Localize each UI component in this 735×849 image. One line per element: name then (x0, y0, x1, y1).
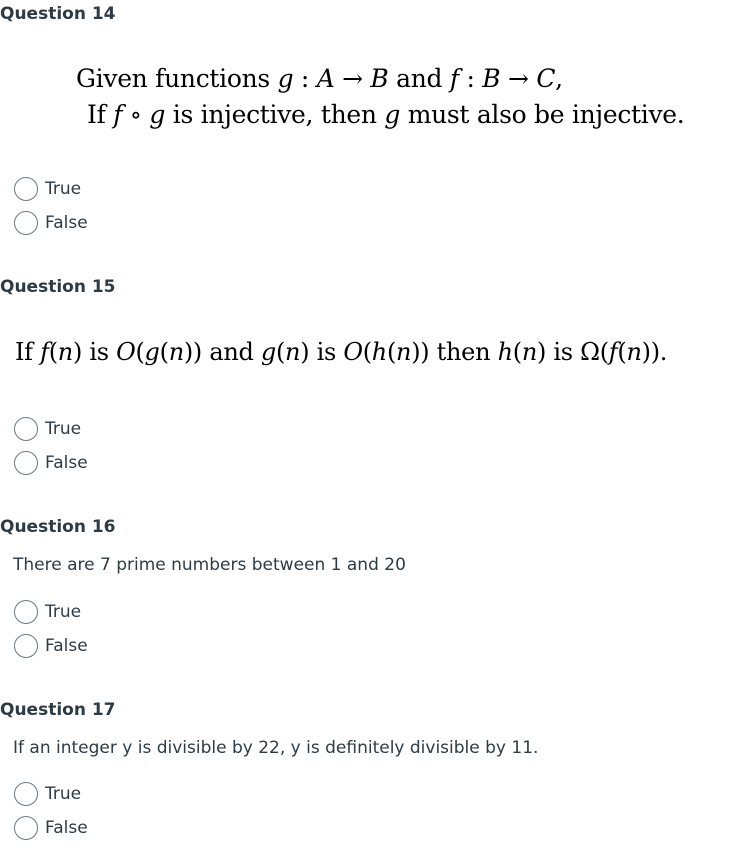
question-15-option-false[interactable] (14, 450, 88, 476)
radio-button[interactable] (14, 177, 38, 201)
option-label: True (45, 602, 82, 622)
radio-button[interactable] (14, 417, 38, 441)
question-14-title: Question 14 (0, 4, 116, 24)
option-label: False (45, 453, 88, 473)
option-label: False (45, 636, 88, 656)
question-17-option-true[interactable] (14, 781, 81, 807)
option-label: True (45, 179, 82, 199)
question-16-option-true[interactable] (14, 599, 81, 625)
question-14-statement-line2: If f ∘ g is injective, then g must also be injective. (87, 100, 685, 129)
question-16-option-false[interactable] (14, 633, 88, 659)
question-15-title: Question 15 (0, 277, 116, 297)
question-16-title: Question 16 (0, 517, 116, 537)
radio-button[interactable] (14, 782, 38, 806)
question-17-option-false[interactable] (14, 815, 88, 841)
question-14-statement-line1: Given functions g : A → B and f : B → C, (76, 64, 563, 93)
radio-button[interactable] (14, 634, 38, 658)
option-label: True (45, 419, 82, 439)
radio-button[interactable] (14, 816, 38, 840)
question-16-statement: There are 7 prime numbers between 1 and 20 (13, 555, 406, 575)
radio-button[interactable] (14, 600, 38, 624)
question-17-title: Question 17 (0, 700, 116, 720)
option-label: False (45, 213, 88, 233)
question-14-option-false[interactable] (14, 210, 88, 236)
question-14-option-true[interactable] (14, 176, 81, 202)
radio-button[interactable] (14, 451, 38, 475)
radio-button[interactable] (14, 211, 38, 235)
option-label: False (45, 818, 88, 838)
question-15-option-true[interactable] (14, 416, 81, 442)
question-15-statement: If f(n) is O(g(n)) and g(n) is O(h(n)) then h(n) is Ω(f(n)). (15, 338, 668, 366)
question-17-statement: If an integer y is divisible by 22, y is definitely divisible by 11. (13, 738, 539, 758)
option-label: True (45, 784, 82, 804)
